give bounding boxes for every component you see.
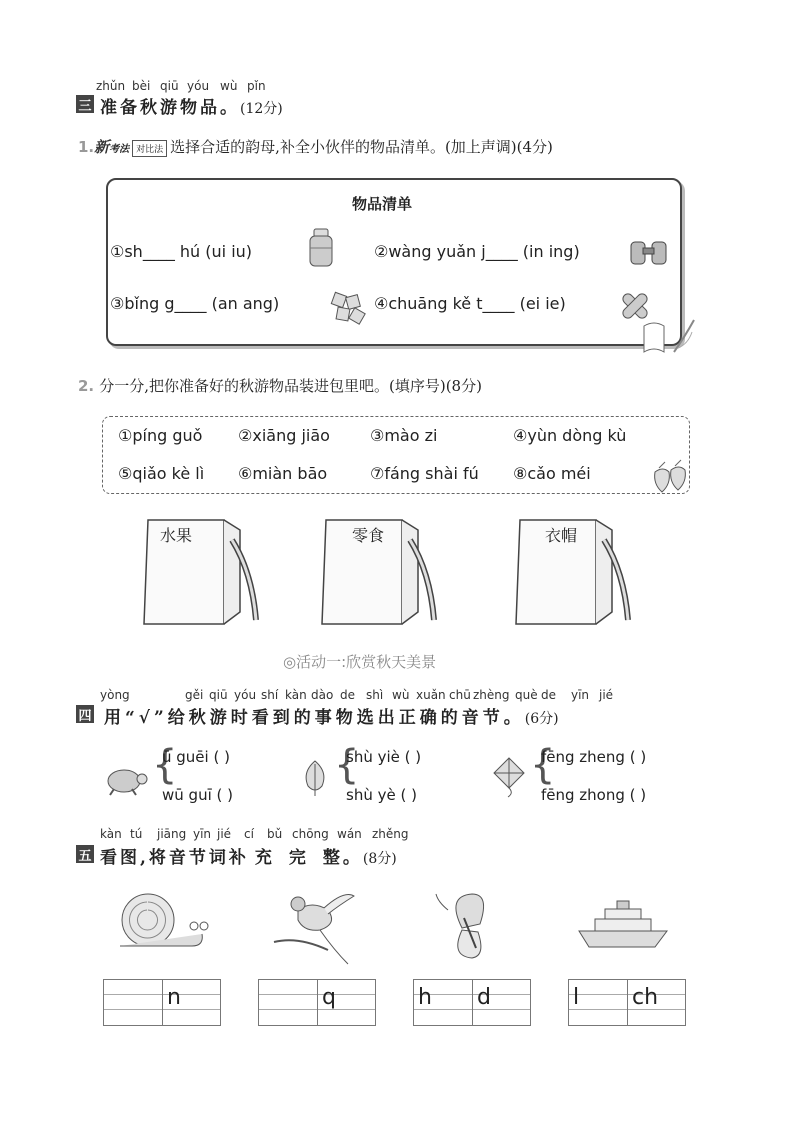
section-title: 准备秋游物品。(12分): [100, 98, 283, 118]
question-number: 1.: [78, 138, 95, 156]
section-title: 看图,将音节词补 充 完 整。(8分): [100, 848, 397, 868]
choice-leaf-2[interactable]: shù yè ( ): [346, 786, 417, 804]
pinyin: shí: [261, 688, 279, 702]
bag-icon: [140, 512, 265, 630]
choice-kite-1[interactable]: fēng zheng ( ): [541, 748, 647, 766]
pinyin: wù: [220, 79, 238, 93]
brace: {: [334, 742, 360, 788]
pinyin: tú: [130, 827, 143, 841]
grid-text: q: [322, 985, 336, 1010]
leaf-icon: [298, 758, 332, 798]
q2-item-8: ⑧cǎo méi: [513, 464, 591, 483]
pinyin-grid[interactable]: [258, 979, 376, 1026]
activity-label: ◎活动一:欣赏秋天美景: [283, 653, 437, 671]
bag-label-fruit: 水果: [160, 526, 193, 545]
section-number-icon: 三: [76, 95, 94, 113]
choice-turtle-2[interactable]: wū guī ( ): [162, 786, 233, 804]
grid-text: n: [167, 985, 181, 1010]
q2-item-1: ①píng guǒ: [118, 426, 203, 445]
pinyin: bǔ: [267, 827, 283, 841]
grid-text: ch: [632, 985, 659, 1010]
pinyin: de: [541, 688, 556, 702]
pinyin: xuǎn: [416, 688, 446, 702]
pinyin: de: [340, 688, 355, 702]
bird-icon: [268, 880, 358, 966]
pinyin: kàn: [285, 688, 307, 702]
snail-icon: [112, 890, 212, 960]
pinyin: qiū: [160, 79, 179, 93]
pinyin: gěi: [185, 688, 204, 702]
question-number: 2.: [78, 377, 95, 395]
pinyin: chū: [449, 688, 471, 702]
choice-kite-2[interactable]: fēng zhong ( ): [541, 786, 647, 804]
pinyin: dào: [311, 688, 334, 702]
q2-item-7: ⑦fáng shài fú: [370, 464, 479, 483]
q2-item-3: ③mào zi: [370, 426, 438, 445]
pinyin-grid[interactable]: [568, 979, 686, 1026]
item-4: ④chuāng kě t____ (ei ie): [374, 294, 566, 313]
pinyin: jié: [599, 688, 614, 702]
box-title: 物品清单: [352, 195, 413, 213]
butterfly-icon: [428, 888, 508, 964]
binoculars-icon: [628, 236, 670, 270]
pinyin: wù: [392, 688, 410, 702]
pinyin: yīn: [193, 827, 212, 841]
pinyin: qiū: [209, 688, 228, 702]
question-text: 分一分,把你准备好的秋游物品装进包里吧。(填序号)(8分): [99, 377, 482, 395]
item-2: ②wàng yuǎn j____ (in ing): [374, 242, 580, 261]
choice-leaf-1[interactable]: shù yiè ( ): [346, 748, 422, 766]
pinyin: yóu: [187, 79, 210, 93]
pinyin: pǐn: [247, 79, 266, 93]
pinyin: yóu: [234, 688, 257, 702]
item-3: ③bǐng g____ (an ang): [110, 294, 280, 313]
strawberry-icon: [645, 458, 691, 498]
pinyin: wán: [337, 827, 362, 841]
pinyin: bèi: [132, 79, 151, 93]
pinyin: zhěng: [372, 827, 409, 841]
grid-text: d: [477, 985, 491, 1010]
grid-text: h: [418, 985, 432, 1010]
bag-label-snacks: 零食: [352, 526, 385, 545]
grid-text: l: [573, 985, 580, 1010]
turtle-icon: [100, 763, 150, 797]
pinyin: chōng: [292, 827, 329, 841]
question-text: 新考法 对比法 选择合适的韵母,补全小伙伴的物品清单。(加上声调)(4分): [94, 138, 553, 156]
pinyin: què: [515, 688, 538, 702]
kite-icon: [488, 755, 530, 799]
pinyin: jié: [217, 827, 232, 841]
brace: {: [530, 742, 556, 788]
pinyin: kàn: [100, 827, 122, 841]
pinyin: shì: [366, 688, 384, 702]
pinyin-grid[interactable]: [413, 979, 531, 1026]
pinyin: jiāng: [157, 827, 187, 841]
pinyin: zhèng: [473, 688, 510, 702]
question-1: [78, 136, 553, 157]
q2-item-6: ⑥miàn bāo: [238, 464, 328, 483]
choice-turtle-1[interactable]: ū guēi ( ): [162, 748, 230, 766]
pinyin: yòng: [100, 688, 130, 702]
pinyin: yīn: [571, 688, 590, 702]
section-number-icon: 四: [76, 705, 94, 723]
ship-icon: [575, 895, 671, 955]
brace: {: [152, 742, 178, 788]
section-title: 用“√”给秋游时看到的事物选出正确的音节。(6分): [104, 708, 559, 728]
bag-label-clothes: 衣帽: [545, 526, 578, 545]
question-2: [78, 375, 482, 396]
q2-item-4: ④yùn dòng kù: [513, 426, 627, 445]
pinyin: zhǔn: [96, 79, 126, 93]
item-1: ①sh____ hú (ui iu): [110, 242, 253, 261]
section-number-icon: 五: [76, 845, 94, 863]
water-bottle-icon: [305, 226, 339, 268]
cookies-icon: [327, 290, 367, 326]
q2-item-5: ⑤qiǎo kè lì: [118, 464, 205, 483]
q2-item-2: ②xiāng jiāo: [238, 426, 330, 445]
pinyin: cí: [244, 827, 254, 841]
scroll-icon: [640, 318, 700, 360]
pinyin-grid[interactable]: [103, 979, 221, 1026]
